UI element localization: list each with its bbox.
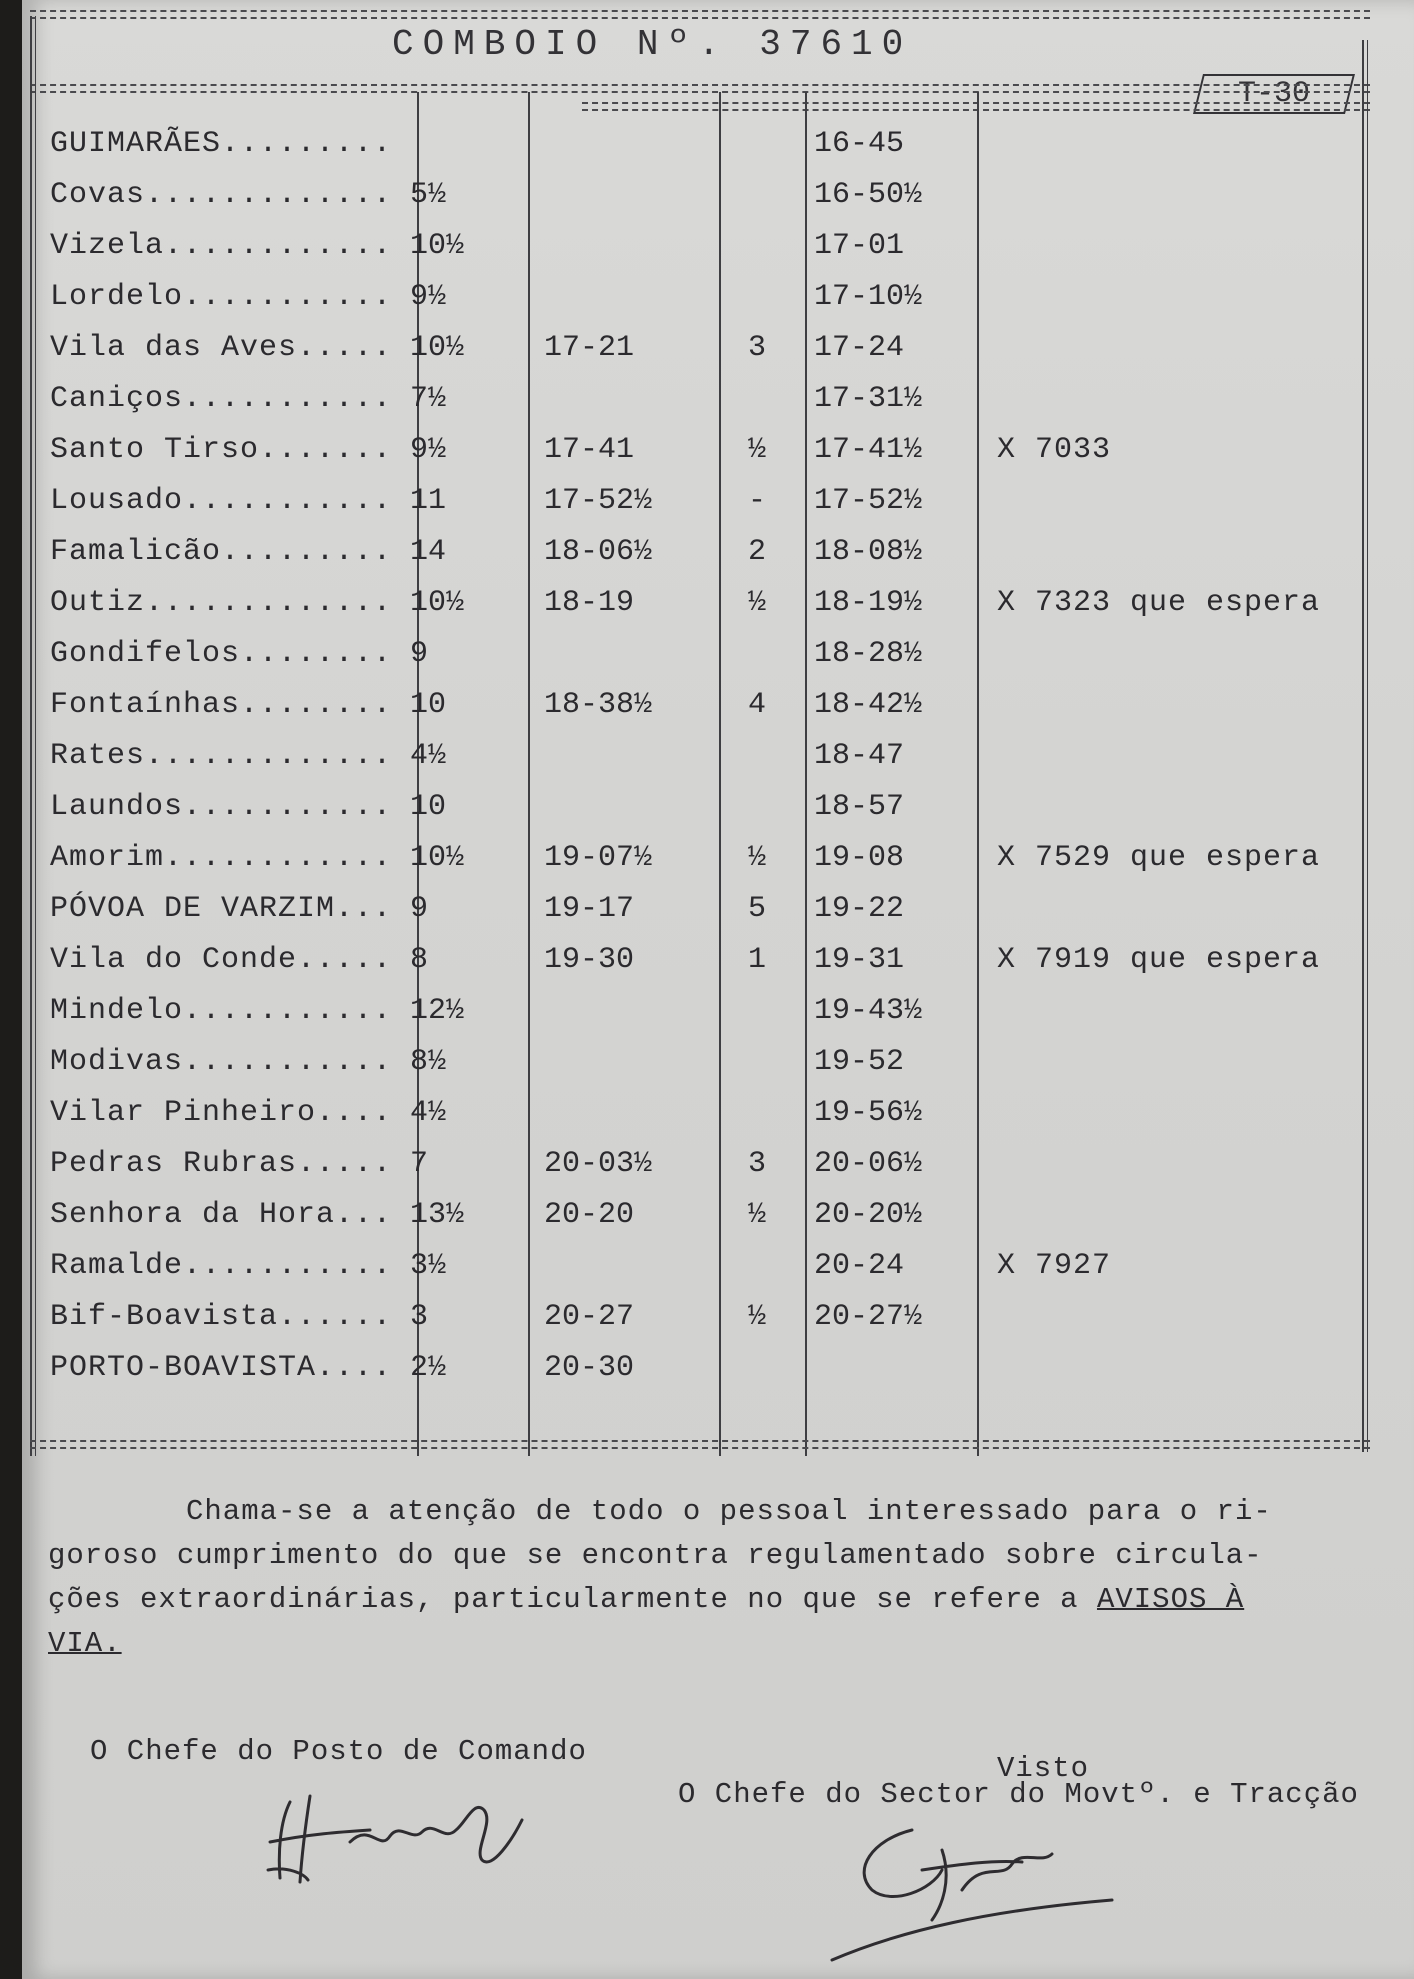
departure-time: 18-57 xyxy=(814,790,905,824)
distance-cell: 10 xyxy=(410,790,447,824)
arrival-time: 18-19 xyxy=(544,586,635,620)
station-name: PORTO-BOAVISTA.... xyxy=(50,1351,393,1385)
crossing-note: X 7033 xyxy=(997,433,1112,467)
crossing-note: X 7323 que espera xyxy=(997,586,1321,620)
stop-duration: ½ xyxy=(747,841,766,875)
crossing-note: X 7927 xyxy=(997,1249,1112,1283)
stop-duration: ½ xyxy=(747,1300,766,1334)
distance-cell: 3½ xyxy=(410,1249,447,1283)
crossing-note: X 7529 que espera xyxy=(997,841,1321,875)
distance-cell: 9 xyxy=(410,637,429,671)
table-row xyxy=(22,987,1414,1035)
departure-time: 18-28½ xyxy=(814,637,923,671)
departure-time: 16-50½ xyxy=(814,178,923,212)
departure-time: 20-24 xyxy=(814,1249,905,1283)
stop-duration: 3 xyxy=(747,331,766,365)
distance-cell: 2½ xyxy=(410,1351,447,1385)
arrival-time: 17-41 xyxy=(544,433,635,467)
notice-line-2: goroso cumprimento do que se encontra regulamentado sobre circula- xyxy=(48,1539,1263,1572)
station-name: Gondifelos........ xyxy=(50,637,393,671)
stop-duration: - xyxy=(747,484,766,518)
signature-left-title: O Chefe do Posto de Comando xyxy=(90,1735,587,1768)
arrival-time: 20-20 xyxy=(544,1198,635,1232)
timetable-rows xyxy=(22,0,1414,1440)
arrival-time: 19-17 xyxy=(544,892,635,926)
departure-time: 19-52 xyxy=(814,1045,905,1079)
station-name: Vila do Conde..... xyxy=(50,943,393,977)
distance-cell: 5½ xyxy=(410,178,447,212)
distance-cell: 10½ xyxy=(410,841,465,875)
station-name: Ramalde........... xyxy=(50,1249,393,1283)
via-underlined: VIA. xyxy=(48,1627,122,1660)
departure-time: 18-19½ xyxy=(814,586,923,620)
distance-cell: 9½ xyxy=(410,433,447,467)
station-name: Vilar Pinheiro.... xyxy=(50,1096,393,1130)
arrival-time: 20-30 xyxy=(544,1351,635,1385)
stop-duration: 3 xyxy=(747,1147,766,1181)
station-name: Famalicão......... xyxy=(50,535,393,569)
station-name: Bif-Boavista...... xyxy=(50,1300,393,1334)
station-name: Amorim............ xyxy=(50,841,393,875)
departure-time: 20-27½ xyxy=(814,1300,923,1334)
table-row xyxy=(22,681,1414,729)
station-name: Senhora da Hora... xyxy=(50,1198,393,1232)
departure-time: 17-24 xyxy=(814,331,905,365)
table-row xyxy=(22,375,1414,423)
station-name: Outiz............. xyxy=(50,586,393,620)
distance-cell: 4½ xyxy=(410,739,447,773)
notice-line-1: Chama-se a atenção de todo o pessoal interessado para o ri- xyxy=(186,1495,1272,1528)
table-row xyxy=(22,630,1414,678)
timetable-document xyxy=(22,0,1414,1979)
station-name: Covas............. xyxy=(50,178,393,212)
arrival-time: 18-38½ xyxy=(544,688,653,722)
form-code-badge: T-30 xyxy=(1193,74,1355,114)
table-row xyxy=(22,579,1414,627)
table-row xyxy=(22,273,1414,321)
notice-line-3: ções extraordinárias, particularmente no que se refere a AVISOS À xyxy=(48,1583,1245,1616)
station-name: Vizela............ xyxy=(50,229,393,263)
station-name: Rates............. xyxy=(50,739,393,773)
departure-time: 18-08½ xyxy=(814,535,923,569)
departure-time: 17-10½ xyxy=(814,280,923,314)
crossing-note: X 7919 que espera xyxy=(997,943,1321,977)
table-row xyxy=(22,936,1414,984)
distance-cell: 9½ xyxy=(410,280,447,314)
departure-time: 19-56½ xyxy=(814,1096,923,1130)
arrival-time: 20-03½ xyxy=(544,1147,653,1181)
table-row xyxy=(22,1089,1414,1137)
table-row xyxy=(22,1191,1414,1239)
arrival-time: 19-07½ xyxy=(544,841,653,875)
notice-paragraph xyxy=(48,1490,1368,1666)
station-name: Fontaínhas........ xyxy=(50,688,393,722)
station-name: Mindelo........... xyxy=(50,994,393,1028)
station-name: Caniços........... xyxy=(50,382,393,416)
arrival-time: 17-21 xyxy=(544,331,635,365)
distance-cell: 10½ xyxy=(410,586,465,620)
departure-time: 19-43½ xyxy=(814,994,923,1028)
table-row xyxy=(22,477,1414,525)
departure-time: 20-06½ xyxy=(814,1147,923,1181)
table-row xyxy=(22,885,1414,933)
station-name: Lordelo........... xyxy=(50,280,393,314)
distance-cell: 13½ xyxy=(410,1198,465,1232)
table-row xyxy=(22,426,1414,474)
table-row xyxy=(22,528,1414,576)
table-bottom-border xyxy=(30,1440,1370,1449)
station-name: Pedras Rubras..... xyxy=(50,1147,393,1181)
signature-left-handwriting xyxy=(250,1782,570,1892)
table-row xyxy=(22,1038,1414,1086)
arrival-time: 19-30 xyxy=(544,943,635,977)
train-number-title: COMBOIO Nº. 37610 xyxy=(392,24,913,65)
distance-cell: 7 xyxy=(410,1147,429,1181)
station-name: Vila das Aves..... xyxy=(50,331,393,365)
avisos-a-via-underlined: AVISOS À xyxy=(1096,1583,1245,1616)
station-name: Modivas........... xyxy=(50,1045,393,1079)
distance-cell: 14 xyxy=(410,535,447,569)
distance-cell: 4½ xyxy=(410,1096,447,1130)
table-row xyxy=(22,1242,1414,1290)
visto-label: Visto xyxy=(997,1752,1090,1785)
stop-duration: 1 xyxy=(747,943,766,977)
table-row xyxy=(22,1293,1414,1341)
departure-time: 18-47 xyxy=(814,739,905,773)
departure-time: 19-08 xyxy=(814,841,905,875)
table-row xyxy=(22,1344,1414,1392)
distance-cell: 7½ xyxy=(410,382,447,416)
station-name: Santo Tirso....... xyxy=(50,433,393,467)
departure-time: 18-42½ xyxy=(814,688,923,722)
arrival-time: 20-27 xyxy=(544,1300,635,1334)
distance-cell: 10½ xyxy=(410,229,465,263)
distance-cell: 10 xyxy=(410,688,447,722)
departure-time: 17-52½ xyxy=(814,484,923,518)
table-row xyxy=(22,120,1414,168)
station-name: PÓVOA DE VARZIM... xyxy=(50,892,393,926)
signature-right-handwriting xyxy=(792,1810,1132,1970)
stop-duration: 2 xyxy=(747,535,766,569)
departure-time: 20-20½ xyxy=(814,1198,923,1232)
stop-duration: ½ xyxy=(747,586,766,620)
notice-line-4 xyxy=(48,1622,1368,1666)
distance-cell: 12½ xyxy=(410,994,465,1028)
departure-time: 17-31½ xyxy=(814,382,923,416)
distance-cell: 9 xyxy=(410,892,429,926)
departure-time: 19-22 xyxy=(814,892,905,926)
table-row xyxy=(22,324,1414,372)
departure-time: 17-41½ xyxy=(814,433,923,467)
table-row xyxy=(22,1140,1414,1188)
stop-duration: 4 xyxy=(747,688,766,722)
station-name: Lousado........... xyxy=(50,484,393,518)
arrival-time: 17-52½ xyxy=(544,484,653,518)
distance-cell: 10½ xyxy=(410,331,465,365)
departure-time: 19-31 xyxy=(814,943,905,977)
distance-cell: 3 xyxy=(410,1300,429,1334)
table-row xyxy=(22,834,1414,882)
departure-time: 17-01 xyxy=(814,229,905,263)
stop-duration: ½ xyxy=(747,433,766,467)
signature-right-title: O Chefe do Sector do Movtº. e Tracção xyxy=(678,1778,1359,1811)
table-row xyxy=(22,732,1414,780)
table-row xyxy=(22,171,1414,219)
stop-duration: 5 xyxy=(747,892,766,926)
distance-cell: 8 xyxy=(410,943,429,977)
table-row xyxy=(22,783,1414,831)
distance-cell: 8½ xyxy=(410,1045,447,1079)
distance-cell: 11 xyxy=(410,484,447,518)
stop-duration: ½ xyxy=(747,1198,766,1232)
departure-time: 16-45 xyxy=(814,127,905,161)
station-name: Laundos........... xyxy=(50,790,393,824)
table-row xyxy=(22,222,1414,270)
arrival-time: 18-06½ xyxy=(544,535,653,569)
station-name: GUIMARÃES......... xyxy=(50,127,393,161)
